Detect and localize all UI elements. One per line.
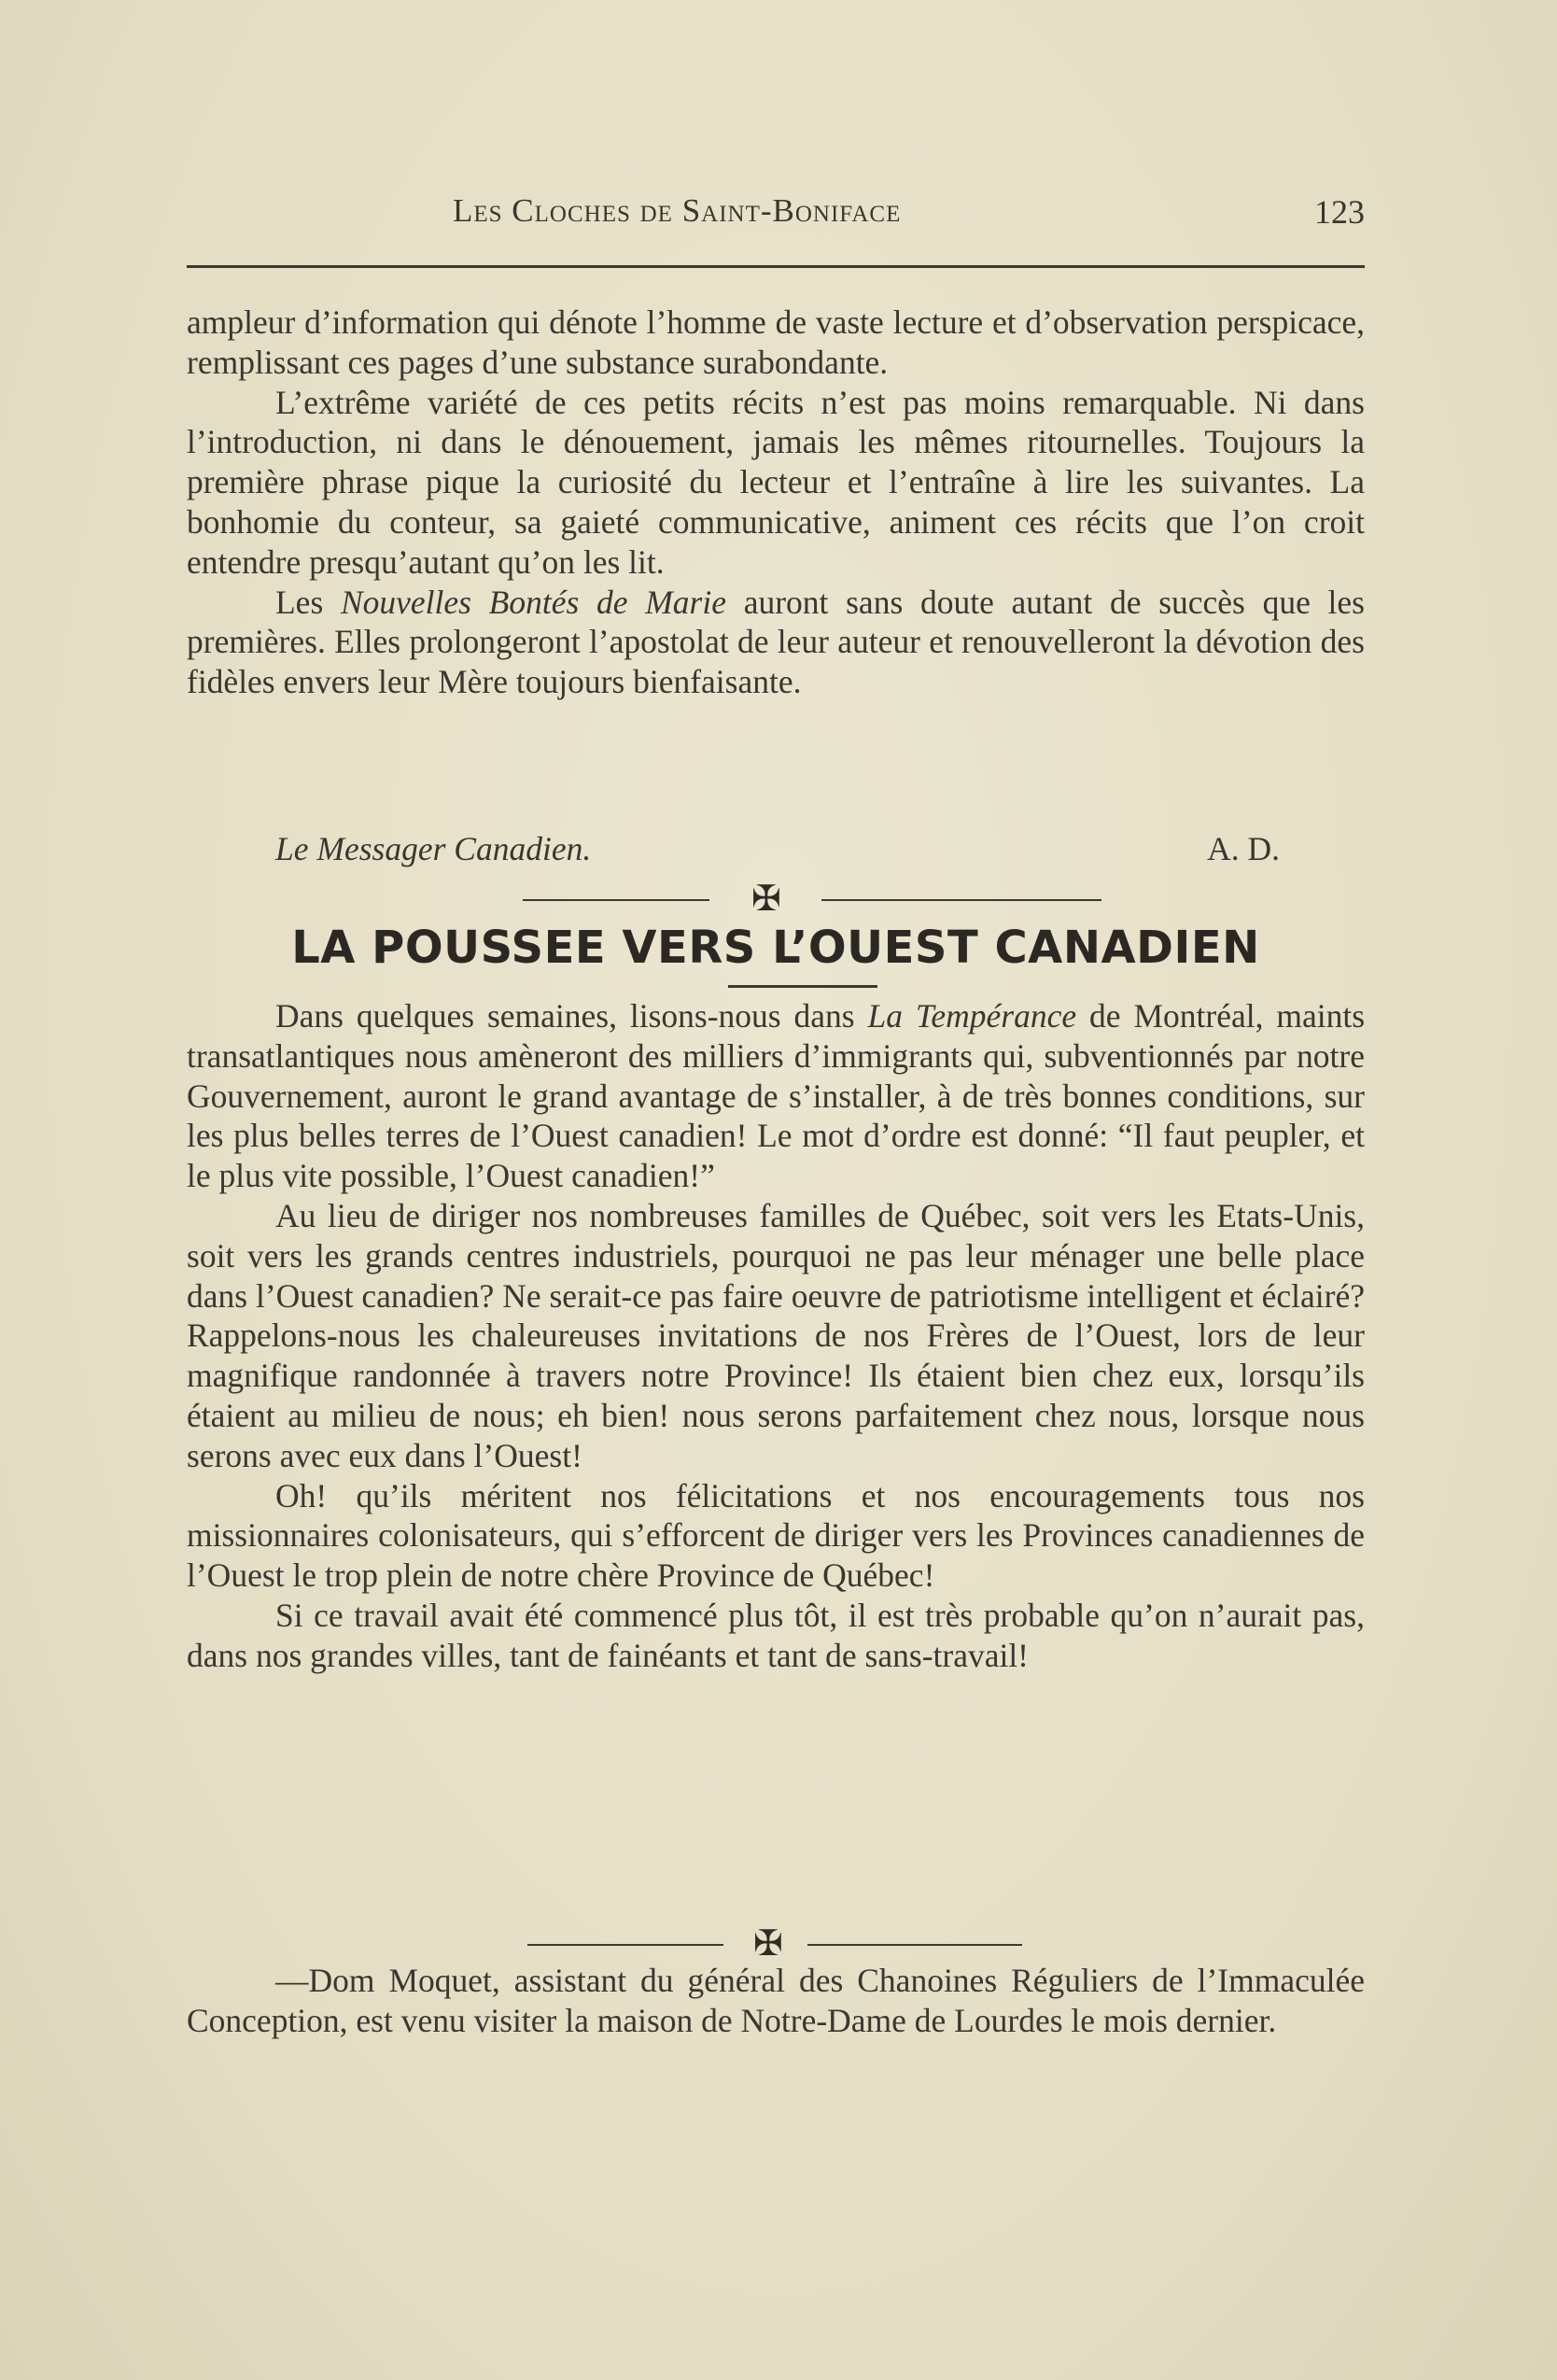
paragraph: Oh! qu’ils méritent nos félicitations et nos encouragements tous nos missionnaires colonisateurs, qui s’efforcent de diriger vers les Provinces canadiennes de l’Ouest le trop plein de notre chère Province de Québec! — [187, 1476, 1365, 1595]
author-initials: A. D. — [1207, 830, 1280, 867]
paragraph: ampleur d’information qui dénote l’homme de vaste lecture et d’observation perspicace, remplissant ces pages d’une substance surabondante. — [187, 303, 1365, 381]
running-title: Les Cloches de Saint-Boniface — [453, 192, 902, 229]
section-divider — [527, 1925, 1022, 1963]
section-divider — [523, 880, 1101, 918]
book-title: Nouvelles Bontés de Marie — [340, 583, 726, 621]
cross-ornament-icon: ✠ — [751, 880, 781, 919]
paragraph: Dans quelques semaines, lisons-nous dans La Tempérance de Montréal, maints transatlantiques nous amèneront des milliers d’immigrants qui, subventionnés par notre Gouvernement, auront le grand avantage de s’installer, à de très bonnes conditions, sur les plus belles terres de l’Ouest canadien! Le mot d’ordre est donné: “Il faut peupler, et le plus vite possible, l’Ouest canadien!” — [187, 997, 1366, 1195]
article-body — [187, 996, 1365, 1676]
running-header — [187, 187, 1365, 233]
title-rule — [728, 985, 877, 988]
paragraph: —Dom Moquet, assistant du général des Chanoines Réguliers de l’Immaculée Conception, est venu visiter la maison de Notre-Dame de Lourdes le mois dernier. — [187, 1962, 1365, 2039]
article-title: LA POUSSEE VERS L’OUEST CANADIEN — [291, 922, 1260, 974]
source-title: La Tempérance — [867, 997, 1077, 1035]
signature-line — [275, 829, 1280, 868]
paragraph: Les Nouvelles Bontés de Marie auront sans doute autant de succès que les premières. Elles prolongeront l’apostolat de leur auteur et renouvelleront la dévotion des fidèles envers leur Mère toujours bienfaisante. — [187, 583, 1365, 701]
paragraph: L’extrême variété de ces petits récits n’est pas moins remarquable. Ni dans l’introduction, ni dans le dénouement, jamais les mêmes ritournelles. Toujours la première phrase pique la curiosité du lecteur et l’entraîne à lire les suivantes. La bonhomie du conteur, sa gaieté communicative, animent ces récits que l’on croit entendre presqu’autant qu’on les lit. — [187, 383, 1365, 581]
paragraph: Si ce travail avait été commencé plus tôt, il est très probable qu’on n’aurait pas, dans nos grandes villes, tant de fainéants et tant de sans-travail! — [187, 1596, 1365, 1674]
cross-ornament-icon: ✠ — [753, 1924, 783, 1964]
review-text — [187, 303, 1365, 702]
header-rule — [187, 265, 1365, 268]
source-citation: Le Messager Canadien. — [275, 830, 592, 867]
news-item — [187, 1961, 1365, 2041]
paragraph: Au lieu de diriger nos nombreuses familles de Québec, soit vers les Etats-Unis, soit vers les grands centres industriels, pourquoi ne pas leur ménager une belle place dans l’Ouest canadien? Ne serait-ce pas faire oeuvre de patriotisme intelligent et éclairé? Rappelons-nous les chaleureuses invitations de nos Frères de l’Ouest, lors de leur magnifique randonnée à travers notre Province! Ils étaient bien chez eux, lorsqu’ils étaient au milieu de nous; eh bien! nous serons parfaitement chez nous, lorsque nous serons avec eux dans l’Ouest! — [187, 1196, 1365, 1474]
page-number: 123 — [1314, 193, 1365, 231]
